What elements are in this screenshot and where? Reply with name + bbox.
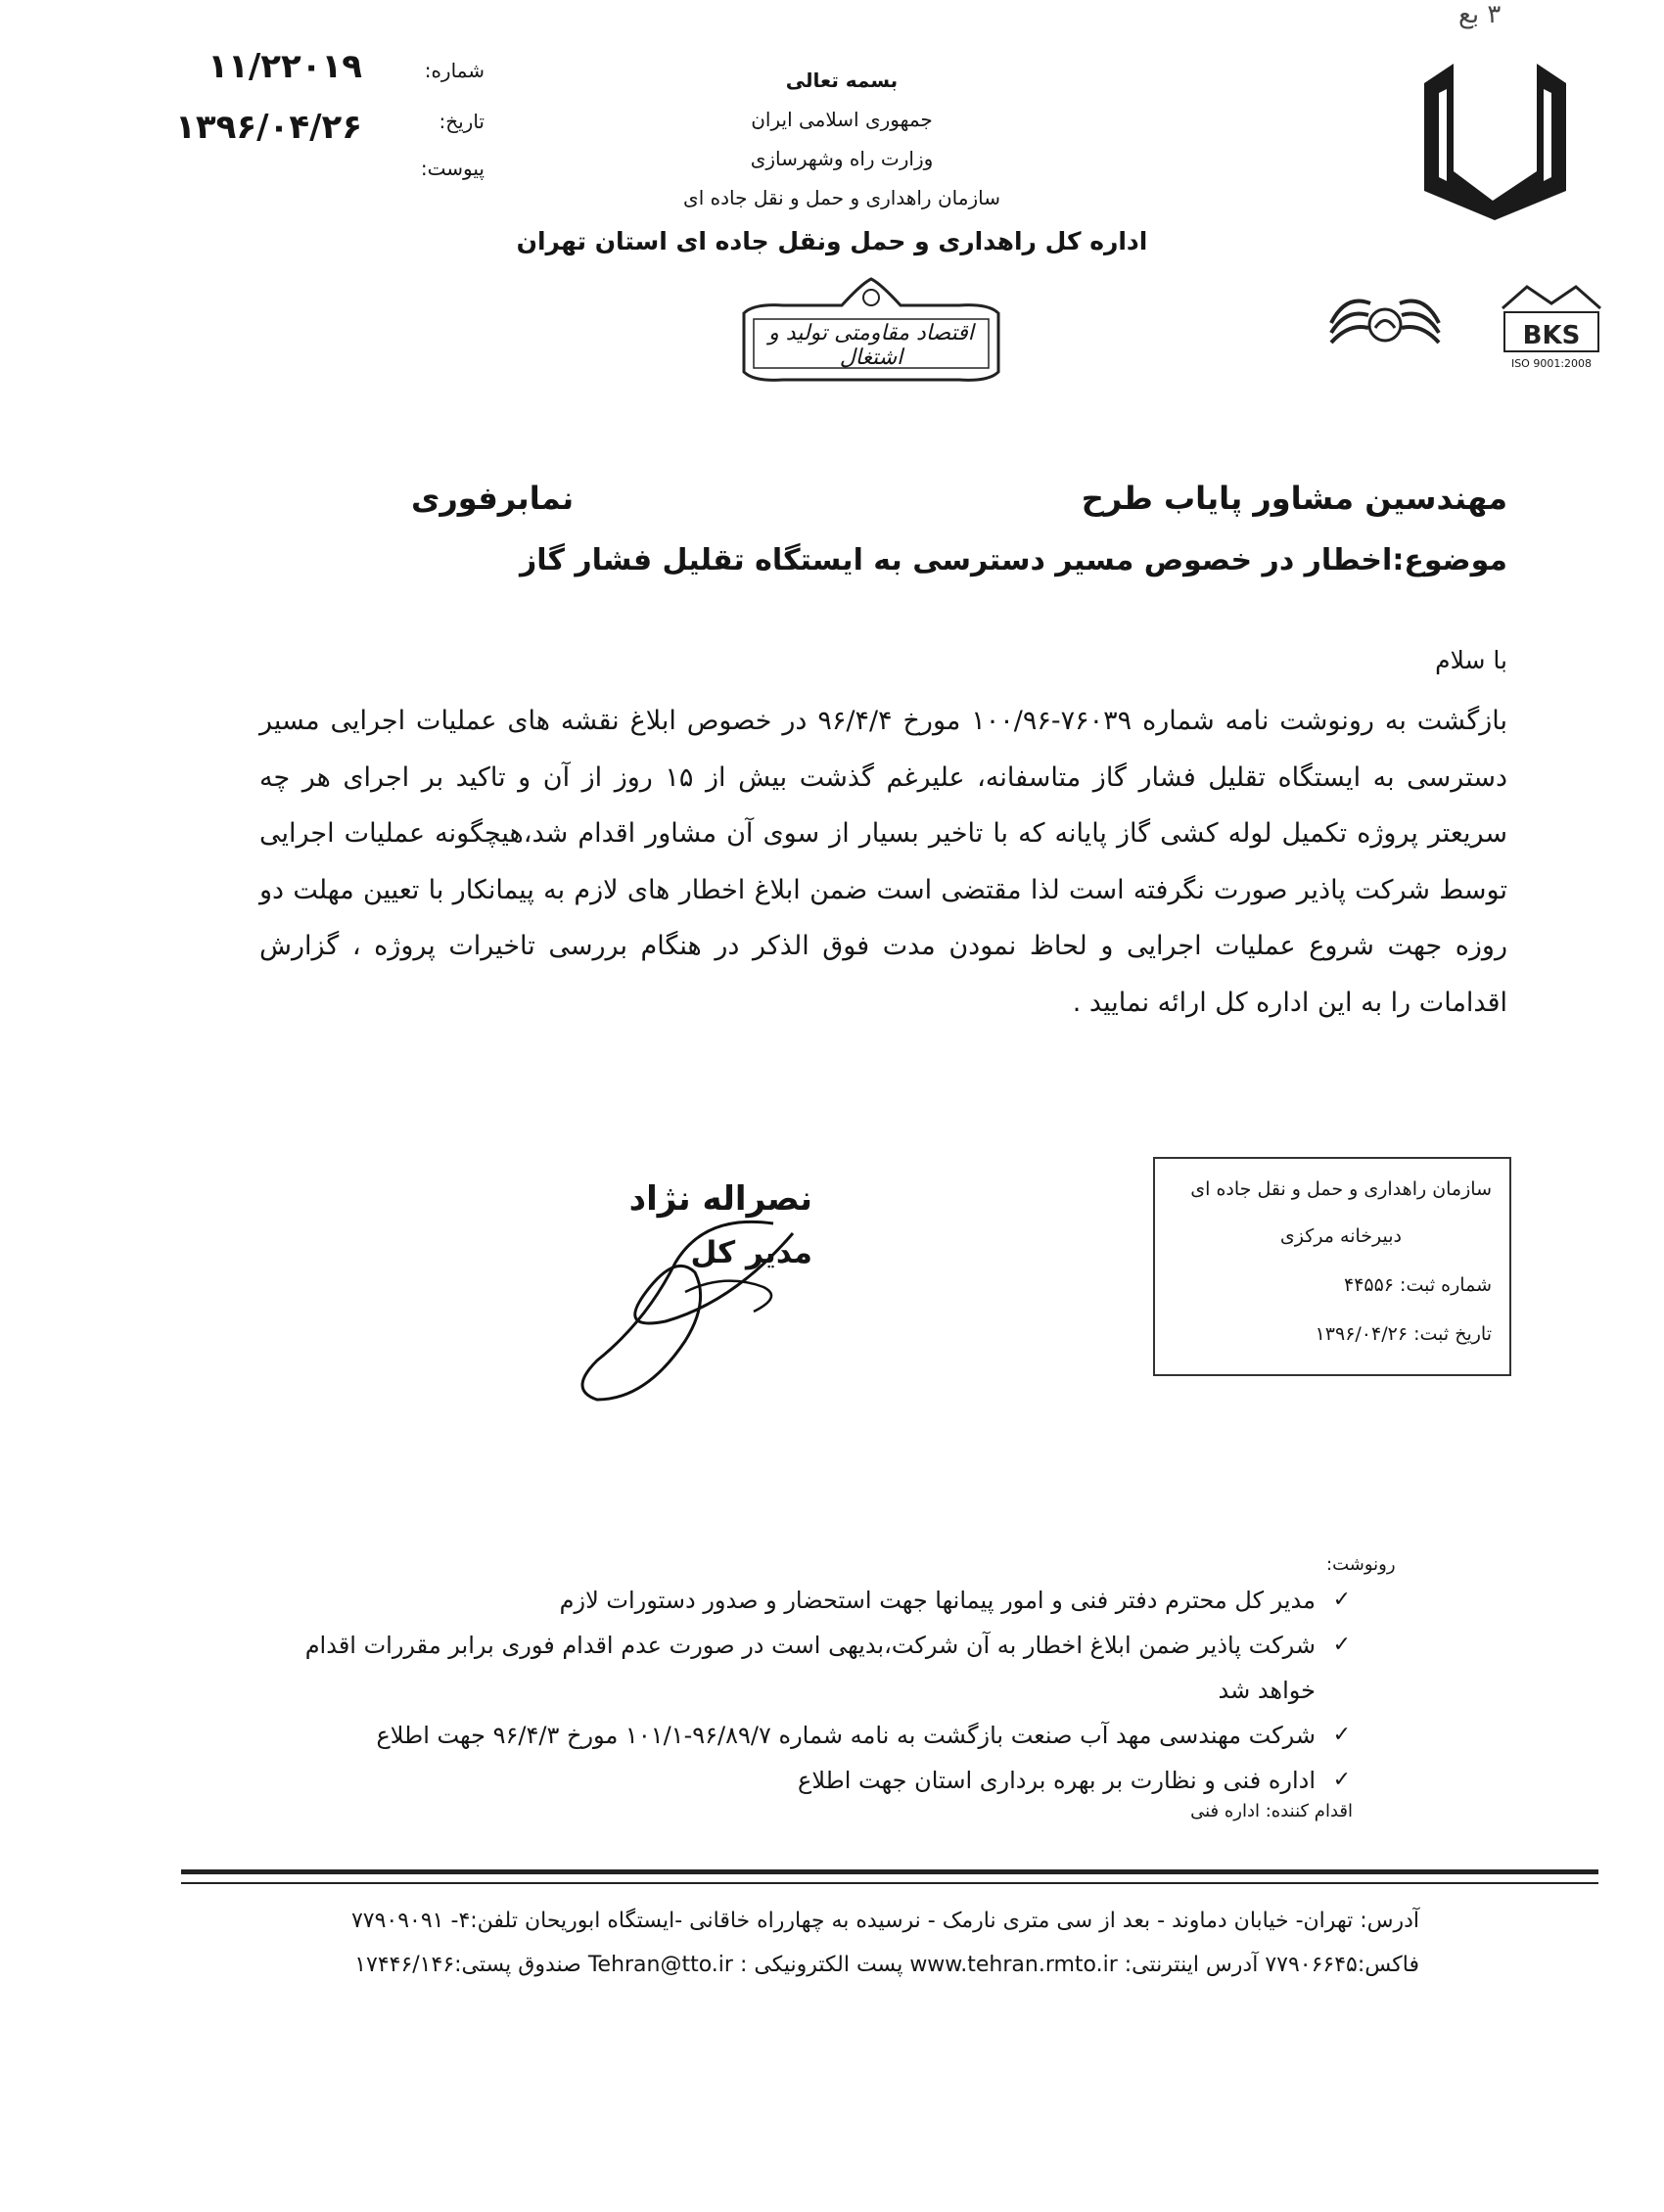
copy-item	[264, 1758, 1351, 1803]
subject-line: موضوع:اخطار در خصوص مسیر دسترسی به ایستگاه تقلیل فشار گاز	[519, 543, 1507, 577]
copies-list	[264, 1578, 1351, 1803]
rmto-logo-icon	[1410, 54, 1581, 225]
letter-date-value: ۱۳۹۶/۰۴/۲۶	[175, 108, 362, 147]
stamp-organization: سازمان راهداری و حمل و نقل جاده ای	[1190, 1178, 1492, 1200]
corner-mark: ۳ بع	[1458, 0, 1502, 29]
header-department: اداره کل راهداری و حمل ونقل جاده ای استان تهران	[516, 227, 1148, 255]
date-label: تاریخ:	[439, 110, 485, 133]
copy-item-text: مدیر کل محترم دفتر فنی و امور پیمانها جهت استحضار و صدور دستورات لازم	[559, 1587, 1316, 1614]
signature-block	[538, 1155, 842, 1409]
iso-certification-logo	[1493, 279, 1610, 377]
greeting: با سلام	[1435, 646, 1507, 674]
header-country: جمهوری اسلامی ایران	[751, 108, 933, 131]
checkmark-icon: ✓	[1332, 1588, 1351, 1612]
letter-number-value: ۱۱/۲۲۰۱۹	[208, 47, 362, 86]
iso-mark-icon	[1493, 279, 1610, 357]
organization-emblem-icon	[1321, 284, 1449, 362]
attachment-label: پیوست:	[420, 157, 485, 180]
svg-text:BKS: BKS	[1522, 321, 1581, 350]
recipient: مهندسین مشاور پایاب طرح	[1081, 480, 1507, 517]
header-organization: سازمان راهداری و حمل و نقل جاده ای	[683, 186, 1000, 209]
copy-item-text: اداره فنی و نظارت بر بهره برداری استان جهت اطلاع	[798, 1767, 1316, 1794]
slogan-text: اقتصاد مقاومتی تولید و اشتغال	[768, 321, 974, 370]
number-label: شماره:	[424, 59, 485, 82]
action-by: اقدام کننده: اداره فنی	[1190, 1801, 1353, 1821]
copy-item	[264, 1713, 1351, 1758]
stamp-department: دبیرخانه مرکزی	[1279, 1225, 1402, 1247]
bismillah: بسمه تعالی	[785, 69, 899, 92]
iso-standard-label: ISO 9001:2008	[1510, 357, 1593, 370]
stamp-registration-date: تاریخ ثبت: ۱۳۹۶/۰۴/۲۶	[1315, 1323, 1492, 1345]
stamp-registration-number: شماره ثبت: ۴۴۵۵۶	[1343, 1274, 1492, 1296]
checkmark-icon: ✓	[1332, 1768, 1351, 1792]
copy-item-text: شرکت مهندسی مهد آب صنعت بازگشت به نامه شماره ۹۶/۸۹/۷-۱۰۱/۱ مورخ ۹۶/۴/۳ جهت اطلاع	[376, 1722, 1316, 1749]
registration-stamp	[1153, 1157, 1511, 1376]
copy-item	[264, 1623, 1351, 1713]
signatory-name: نصراله نژاد	[628, 1179, 812, 1219]
footer-address: آدرس: تهران- خیابان دماوند - بعد از سی متری نارمک - نرسیده به چهارراه خاقانی -ایستگاه ابوریحان تلفن:۴- ۷۷۹۰۹۰۹۱	[350, 1909, 1419, 1933]
header-ministry: وزارت راه وشهرسازی	[750, 147, 934, 170]
checkmark-icon: ✓	[1332, 1633, 1351, 1657]
letter-body: بازگشت به رونوشت نامه شماره ۷۶۰۳۹-۱۰۰/۹۶ مورخ ۹۶/۴/۴ در خصوص ابلاغ نقشه های عملیات اجرایی مسیر دسترسی به ایستگاه تقلیل فشار گاز متاسفانه، علیرغم گذشت بیش از ۱۵ روز از آن و تاکید بر اجرای هر چه سریعتر پروژه تکمیل لوله کشی گاز پایانه که با تاخیر بسیار از سوی آن مشاور اقدام شد،هیچگونه عملیات اجرایی توسط شرکت پاذیر صورت نگرفته است لذا مقتضی است ضمن ابلاغ اخطار های لازم به پیمانکار با تعیین مهلت دو روزه جهت شروع عملیات اجرایی و لحاظ نمودن مدت فوق الذکر در هنگام بررسی تاخیرات پروژه ، گزارش اقدامات را به این اداره کل ارائه نمایید .	[259, 706, 1507, 1018]
copy-item	[264, 1578, 1351, 1623]
checkmark-icon: ✓	[1332, 1723, 1351, 1747]
copies-label: رونوشت:	[1326, 1554, 1396, 1575]
signatory-title: مدیر کل	[690, 1235, 812, 1270]
footer-divider	[181, 1869, 1598, 1884]
slogan-frame	[724, 274, 1018, 392]
footer-contact: فاکس:۷۷۹۰۶۶۴۵ آدرس اینترنتی: www.tehran.rmto.ir پست الکترونیکی : Tehran@tto.ir صندوق پستی:۱۷۴۴۶/۱۴۶	[354, 1953, 1419, 1977]
copy-item-text: شرکت پاذیر ضمن ابلاغ اخطار به آن شرکت،بدیهی است در صورت عدم اقدام فوری برابر مقررات اقدام خواهد شد	[304, 1632, 1316, 1704]
urgent-fax-label: نمابرفوری	[411, 480, 575, 517]
